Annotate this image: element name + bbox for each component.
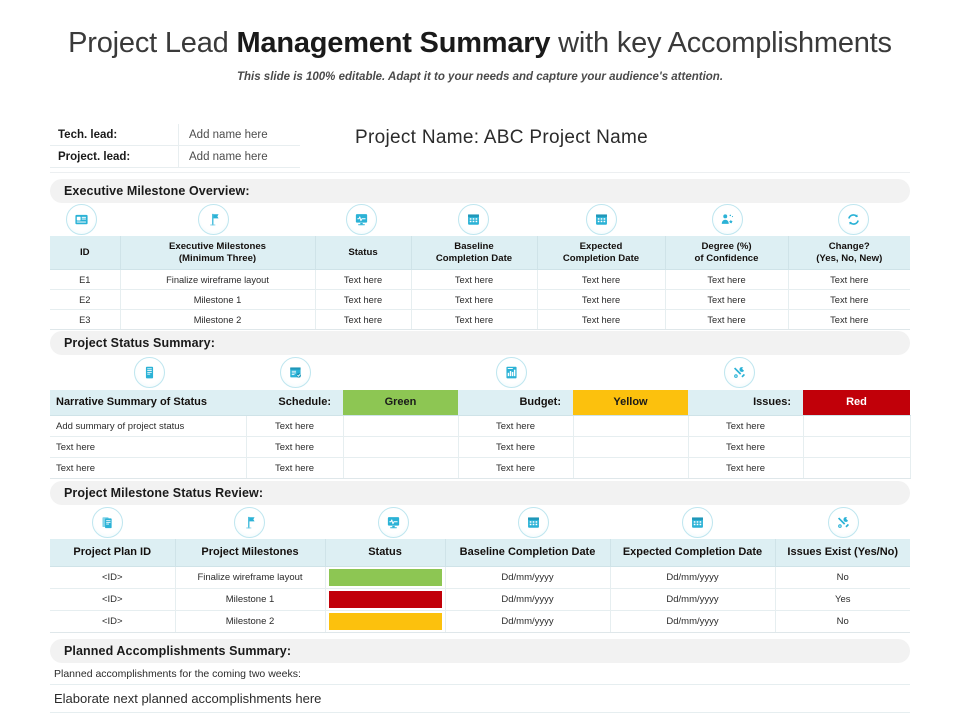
table-row xyxy=(50,589,910,611)
cell-status-swatch[interactable] xyxy=(325,567,445,589)
monitor-pulse-icon xyxy=(346,204,377,235)
cell-id: E1 xyxy=(50,270,120,290)
icon-cell xyxy=(232,505,266,539)
cell-issues[interactable]: Yes xyxy=(775,589,910,611)
executive-icon-strip xyxy=(50,202,910,236)
cell-id: E3 xyxy=(50,310,120,330)
cell-status-swatch[interactable] xyxy=(325,589,445,611)
cell-expected[interactable]: Dd/mm/yyyy xyxy=(610,567,775,589)
cell-expected[interactable]: Text here xyxy=(537,270,665,290)
status-badge-red: Red xyxy=(803,390,910,416)
cell-baseline[interactable]: Text here xyxy=(411,290,537,310)
section-header-planned xyxy=(50,639,910,663)
cell-schedule[interactable]: Text here xyxy=(246,458,343,479)
tools-icon xyxy=(724,357,755,388)
cell-issues-status[interactable] xyxy=(803,416,910,437)
cell-issues[interactable]: No xyxy=(775,611,910,633)
lead-table xyxy=(50,124,300,168)
cell-schedule[interactable]: Text here xyxy=(246,416,343,437)
cell-narrative[interactable]: Text here xyxy=(50,437,246,458)
project-name-heading: Project Name: ABC Project Name xyxy=(355,127,649,148)
cell-expected[interactable]: Dd/mm/yyyy xyxy=(610,611,775,633)
col-project-plan-id: Project Plan ID xyxy=(50,539,175,567)
tools-icon xyxy=(828,507,859,538)
table-row xyxy=(50,310,910,330)
page-title xyxy=(0,0,960,60)
cell-issues[interactable]: Text here xyxy=(688,437,803,458)
cell-baseline[interactable]: Text here xyxy=(411,310,537,330)
icon-cell xyxy=(836,202,870,236)
review-table-body xyxy=(50,567,910,633)
table-row xyxy=(50,458,910,479)
col-baseline-completion-date: Baseline Completion Date xyxy=(411,236,537,270)
table-row xyxy=(50,416,910,437)
icon-cell xyxy=(64,202,98,236)
col-narrative-summary: Narrative Summary of Status xyxy=(50,390,246,416)
icon-cell xyxy=(344,202,378,236)
cell-issues[interactable]: Text here xyxy=(688,416,803,437)
tech-lead-value[interactable]: Add name here xyxy=(179,124,301,146)
cell-status[interactable]: Text here xyxy=(315,270,411,290)
icon-cell xyxy=(826,505,860,539)
icon-cell xyxy=(132,355,166,389)
cell-budget-status[interactable] xyxy=(573,416,688,437)
icon-cell xyxy=(680,505,714,539)
section-title-review: Project Milestone Status Review: xyxy=(64,486,264,500)
table-row xyxy=(50,290,910,310)
col-executive-milestones: Executive Milestones (Minimum Three) xyxy=(120,236,315,270)
milestone-status-review-table xyxy=(50,539,910,633)
table-row xyxy=(50,146,300,168)
cell-plan-id: <ID> xyxy=(50,589,175,611)
cell-issues[interactable]: No xyxy=(775,567,910,589)
cell-milestone[interactable]: Finalize wireframe layout xyxy=(175,567,325,589)
icon-cell xyxy=(494,355,528,389)
status-swatch-yellow xyxy=(329,613,442,630)
cell-milestone[interactable]: Milestone 2 xyxy=(120,310,315,330)
icon-cell xyxy=(516,505,550,539)
cell-plan-id: <ID> xyxy=(50,567,175,589)
section-title-status: Project Status Summary: xyxy=(64,336,215,350)
cell-change[interactable]: Text here xyxy=(788,290,910,310)
cell-issues-status[interactable] xyxy=(803,437,910,458)
cell-status-swatch[interactable] xyxy=(325,611,445,633)
icon-cell xyxy=(584,202,618,236)
table-row xyxy=(50,437,910,458)
table-row xyxy=(50,270,910,290)
cell-confidence[interactable]: Text here xyxy=(665,290,788,310)
cell-budget-status[interactable] xyxy=(573,437,688,458)
cell-change[interactable]: Text here xyxy=(788,310,910,330)
calendar-icon xyxy=(458,204,489,235)
cell-schedule[interactable]: Text here xyxy=(246,437,343,458)
calendar-grid-icon xyxy=(586,204,617,235)
icon-cell xyxy=(710,202,744,236)
cell-baseline[interactable]: Dd/mm/yyyy xyxy=(445,611,610,633)
cell-milestone[interactable]: Milestone 1 xyxy=(175,589,325,611)
cell-status[interactable]: Text here xyxy=(315,290,411,310)
cell-change[interactable]: Text here xyxy=(788,270,910,290)
divider xyxy=(50,172,910,173)
documents-icon xyxy=(92,507,123,538)
icon-cell xyxy=(376,505,410,539)
col-schedule-label: Schedule: xyxy=(246,390,343,416)
refresh-cycle-icon xyxy=(838,204,869,235)
clipboard-check-icon xyxy=(280,357,311,388)
cell-expected[interactable]: Dd/mm/yyyy xyxy=(610,589,775,611)
section-title-executive: Executive Milestone Overview: xyxy=(64,184,250,198)
cell-baseline[interactable]: Dd/mm/yyyy xyxy=(445,589,610,611)
cell-schedule-status[interactable] xyxy=(343,458,458,479)
review-icon-strip xyxy=(50,505,910,539)
monitor-pulse-icon xyxy=(378,507,409,538)
page-subtitle: This slide is 100% editable. Adapt it to your needs and capture your audience's attention. xyxy=(236,71,724,83)
status-icon-strip xyxy=(50,355,910,389)
title-part-2: with key Accomplishments xyxy=(550,27,892,59)
table-row xyxy=(50,611,910,633)
cell-milestone[interactable]: Milestone 1 xyxy=(120,290,315,310)
executive-milestone-table xyxy=(50,236,910,330)
col-issues-exist: Issues Exist (Yes/No) xyxy=(775,539,910,567)
section-header-executive xyxy=(50,179,910,203)
project-lead-label: Project. lead: xyxy=(50,146,179,168)
cell-confidence[interactable]: Text here xyxy=(665,310,788,330)
section-header-review xyxy=(50,481,910,505)
cell-issues-status[interactable] xyxy=(803,458,910,479)
cell-confidence[interactable]: Text here xyxy=(665,270,788,290)
col-id: ID xyxy=(50,236,120,270)
calendar-grid-icon xyxy=(682,507,713,538)
cell-baseline[interactable]: Text here xyxy=(411,270,537,290)
col-degree-of-confidence: Degree (%) of Confidence xyxy=(665,236,788,270)
cell-expected[interactable]: Text here xyxy=(537,290,665,310)
col-status: Status xyxy=(325,539,445,567)
tech-lead-label: Tech. lead: xyxy=(50,124,179,146)
table-row xyxy=(50,124,300,146)
document-lines-icon xyxy=(134,357,165,388)
project-status-summary-table xyxy=(50,390,911,479)
col-expected-completion-date: Expected Completion Date xyxy=(610,539,775,567)
planned-line-2[interactable]: Elaborate next planned accomplishments here xyxy=(50,685,910,713)
planned-line-1[interactable]: Planned accomplishments for the coming two weeks: xyxy=(50,664,910,685)
planned-accomplishments-block xyxy=(50,664,910,713)
table-header-row xyxy=(50,539,910,567)
flag-icon xyxy=(198,204,229,235)
cell-narrative[interactable]: Add summary of project status xyxy=(50,416,246,437)
icon-cell xyxy=(278,355,312,389)
cell-id: E2 xyxy=(50,290,120,310)
cell-budget[interactable]: Text here xyxy=(458,416,573,437)
icon-cell xyxy=(456,202,490,236)
cell-budget-status[interactable] xyxy=(573,458,688,479)
cell-budget[interactable]: Text here xyxy=(458,458,573,479)
cell-baseline[interactable]: Dd/mm/yyyy xyxy=(445,567,610,589)
col-change: Change? (Yes, No, New) xyxy=(788,236,910,270)
col-expected-completion-date: Expected Completion Date xyxy=(537,236,665,270)
title-part-1: Project Lead xyxy=(68,27,237,59)
cell-schedule-status[interactable] xyxy=(343,437,458,458)
title-bold: Management Summary xyxy=(236,27,551,59)
table-header-row xyxy=(50,236,910,270)
cell-expected[interactable]: Text here xyxy=(537,310,665,330)
lead-info-block xyxy=(50,124,910,168)
cell-milestone[interactable]: Finalize wireframe layout xyxy=(120,270,315,290)
user-star-icon xyxy=(712,204,743,235)
icon-cell xyxy=(722,355,756,389)
cell-budget[interactable]: Text here xyxy=(458,437,573,458)
id-card-icon xyxy=(66,204,97,235)
col-status: Status xyxy=(315,236,411,270)
status-table-body xyxy=(50,416,910,479)
flag-icon xyxy=(234,507,265,538)
table-header-row xyxy=(50,390,910,416)
executive-table-body xyxy=(50,270,910,330)
col-baseline-completion-date: Baseline Completion Date xyxy=(445,539,610,567)
col-issues-label: Issues: xyxy=(688,390,803,416)
col-project-milestones: Project Milestones xyxy=(175,539,325,567)
icon-cell xyxy=(90,505,124,539)
col-budget-label: Budget: xyxy=(458,390,573,416)
cell-narrative[interactable]: Text here xyxy=(50,458,246,479)
cell-plan-id: <ID> xyxy=(50,611,175,633)
cell-milestone[interactable]: Milestone 2 xyxy=(175,611,325,633)
section-header-status xyxy=(50,331,910,355)
section-title-planned: Planned Accomplishments Summary: xyxy=(64,644,292,658)
status-badge-green: Green xyxy=(343,390,458,416)
icon-cell xyxy=(196,202,230,236)
project-lead-value[interactable]: Add name here xyxy=(179,146,301,168)
cell-issues[interactable]: Text here xyxy=(688,458,803,479)
cell-schedule-status[interactable] xyxy=(343,416,458,437)
bar-chart-report-icon xyxy=(496,357,527,388)
status-swatch-red xyxy=(329,591,442,608)
status-badge-yellow: Yellow xyxy=(573,390,688,416)
calendar-icon xyxy=(518,507,549,538)
cell-status[interactable]: Text here xyxy=(315,310,411,330)
table-row xyxy=(50,567,910,589)
status-swatch-green xyxy=(329,569,442,586)
